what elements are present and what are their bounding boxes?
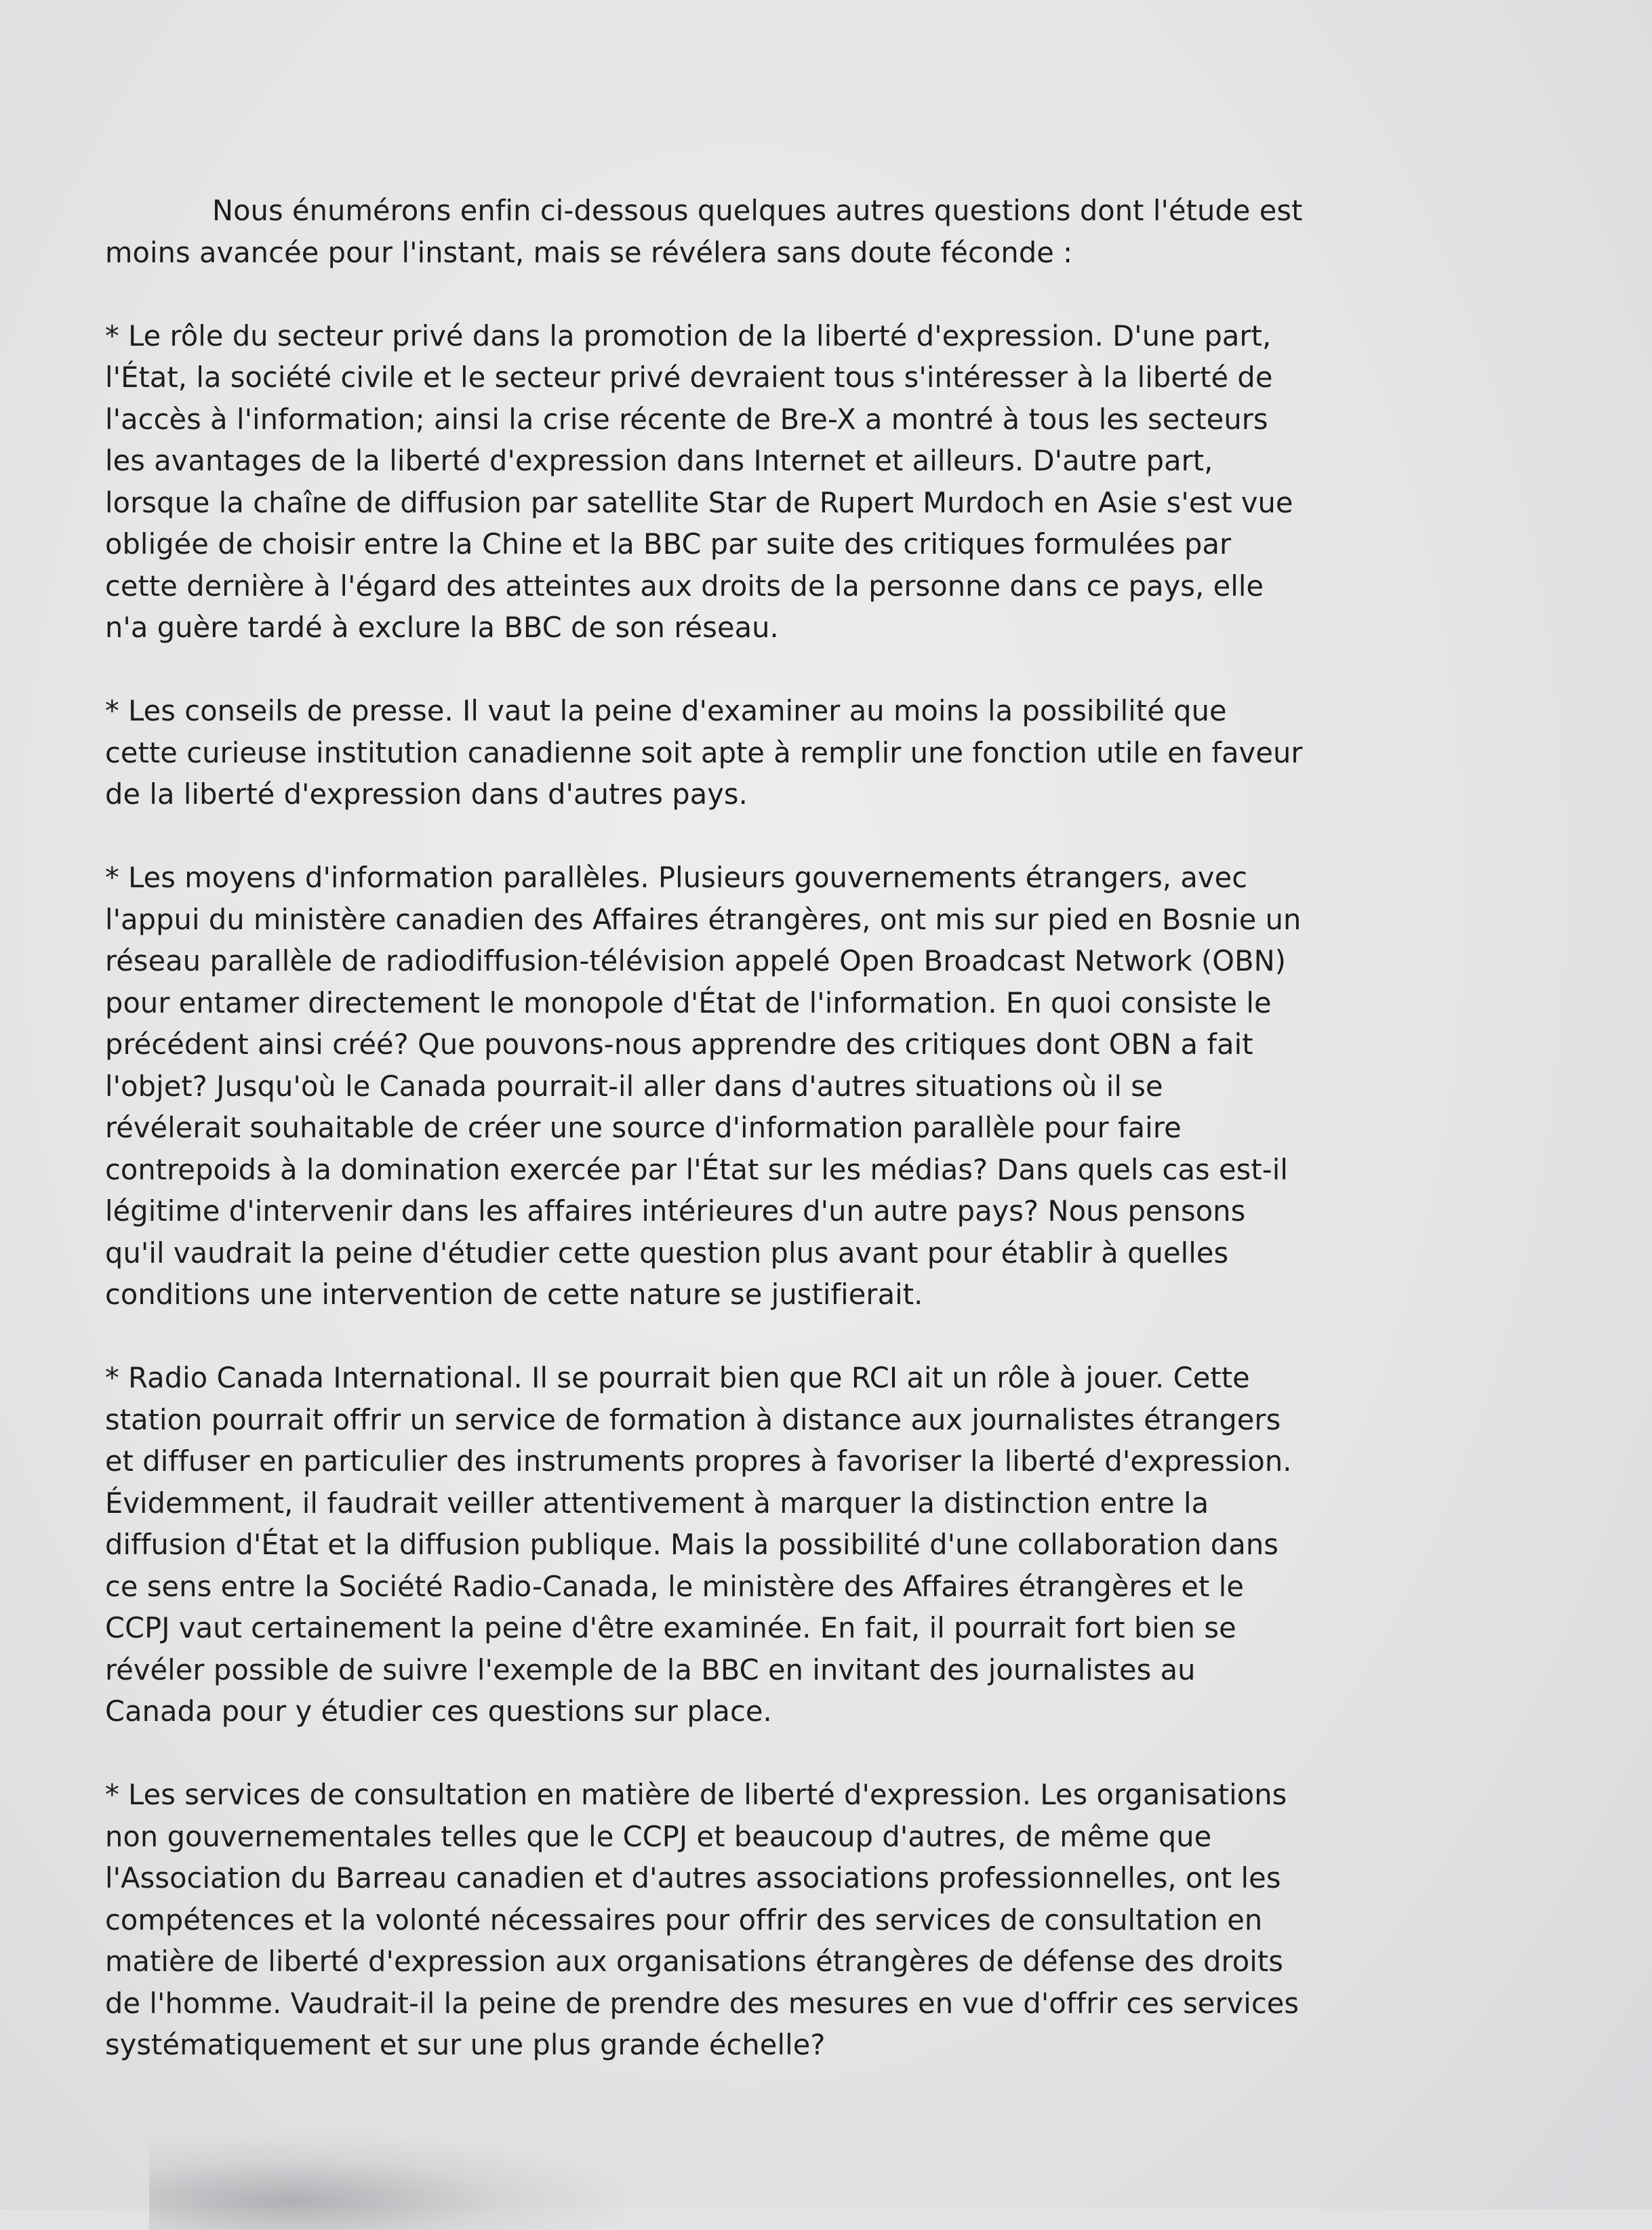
text-line: pour entamer directement le monopole d'État de l'information. En quoi consiste le (105, 986, 1272, 1019)
text-line: de l'homme. Vaudrait-il la peine de prendre des mesures en vue d'offrir ces services (105, 1986, 1300, 2020)
text-line: * Les moyens d'information parallèles. Plusieurs gouvernements étrangers, avec (105, 861, 1248, 894)
text-line: Nous énumérons enfin ci-dessous quelques autres questions dont l'étude est (212, 194, 1303, 227)
text-line: qu'il vaudrait la peine d'étudier cette question plus avant pour établir à quelles (105, 1236, 1229, 1270)
text-line: et diffuser en particulier des instruments propres à favoriser la liberté d'expression. (105, 1444, 1292, 1478)
text-line: * Le rôle du secteur privé dans la promotion de la liberté d'expression. D'une part, (105, 319, 1272, 352)
text-line: révéler possible de suivre l'exemple de la BBC en invitant des journalistes au (105, 1653, 1196, 1686)
text-line: l'Association du Barreau canadien et d'autres associations professionnelles, ont les (105, 1861, 1281, 1894)
text-line: diffusion d'État et la diffusion publique. Mais la possibilité d'une collaboration dans (105, 1528, 1279, 1561)
text-line: * Les conseils de presse. Il vaut la peine d'examiner au moins la possibilité que (105, 694, 1227, 727)
text-line: Canada pour y étudier ces questions sur place. (105, 1695, 772, 1728)
item-private-sector (105, 315, 1461, 649)
text-line: l'État, la société civile et le secteur privé devraient tous s'intéresser à la liberté de (105, 361, 1273, 394)
text-line: * Les services de consultation en matière de liberté d'expression. Les organisations (105, 1778, 1287, 1811)
document-body (105, 190, 1461, 2066)
text-line: * Radio Canada International. Il se pourrait bien que RCI ait un rôle à jouer. Cette (105, 1361, 1250, 1394)
item-consulting-services (105, 1774, 1461, 2066)
text-line: l'accès à l'information; ainsi la crise récente de Bre-X a montré à tous les secteurs (105, 402, 1268, 436)
text-line: n'a guère tardé à exclure la BBC de son réseau. (105, 611, 779, 644)
text-line: matière de liberté d'expression aux organisations étrangères de défense des droits (105, 1945, 1283, 1978)
text-line: non gouvernementales telles que le CCPJ et beaucoup d'autres, de même que (105, 1819, 1212, 1853)
text-line: Évidemment, il faudrait veiller attentivement à marquer la distinction entre la (105, 1486, 1209, 1520)
text-line: légitime d'intervenir dans les affaires intérieures d'un autre pays? Nous pensons (105, 1194, 1246, 1228)
scan-shadow (149, 2135, 624, 2230)
item-radio-canada-international (105, 1357, 1461, 1732)
text-line: obligée de choisir entre la Chine et la BBC par suite des critiques formulées par (105, 527, 1232, 561)
text-line: précédent ainsi créé? Que pouvons-nous apprendre des critiques dont OBN a fait (105, 1028, 1253, 1061)
text-line: station pourrait offrir un service de formation à distance aux journalistes étrangers (105, 1402, 1281, 1436)
text-line: cette dernière à l'égard des atteintes aux droits de la personne dans ce pays, elle (105, 569, 1264, 603)
text-line: l'objet? Jusqu'où le Canada pourrait-il aller dans d'autres situations où il se (105, 1069, 1163, 1103)
text-line: les avantages de la liberté d'expression dans Internet et ailleurs. D'autre part, (105, 444, 1213, 477)
text-line: contrepoids à la domination exercée par l'État sur les médias? Dans quels cas est-il (105, 1152, 1289, 1186)
text-line: moins avancée pour l'instant, mais se révélera sans doute féconde : (105, 235, 1073, 269)
intro-paragraph (105, 190, 1461, 273)
text-line: cette curieuse institution canadienne soit apte à remplir une fonction utile en faveur (105, 735, 1303, 769)
text-line: réseau parallèle de radiodiffusion-télévision appelé Open Broadcast Network (OBN) (105, 944, 1287, 977)
text-line: révélerait souhaitable de créer une source d'information parallèle pour faire (105, 1111, 1182, 1144)
text-line: ce sens entre la Société Radio-Canada, le ministère des Affaires étrangères et le (105, 1569, 1244, 1603)
text-line: CCPJ vaut certainement la peine d'être examinée. En fait, il pourrait fort bien se (105, 1611, 1236, 1644)
item-parallel-media (105, 857, 1461, 1316)
text-line: l'appui du ministère canadien des Affaires étrangères, ont mis sur pied en Bosnie un (105, 902, 1302, 936)
text-line: lorsque la chaîne de diffusion par satellite Star de Rupert Murdoch en Asie s'est vue (105, 485, 1293, 519)
text-line: conditions une intervention de cette nature se justifierait. (105, 1278, 923, 1311)
text-line: compétences et la volonté nécessaires pour offrir des services de consultation en (105, 1903, 1263, 1937)
item-press-councils (105, 690, 1461, 815)
text-line: de la liberté d'expression dans d'autres pays. (105, 777, 748, 811)
text-line: systématiquement et sur une plus grande échelle? (105, 2028, 826, 2061)
